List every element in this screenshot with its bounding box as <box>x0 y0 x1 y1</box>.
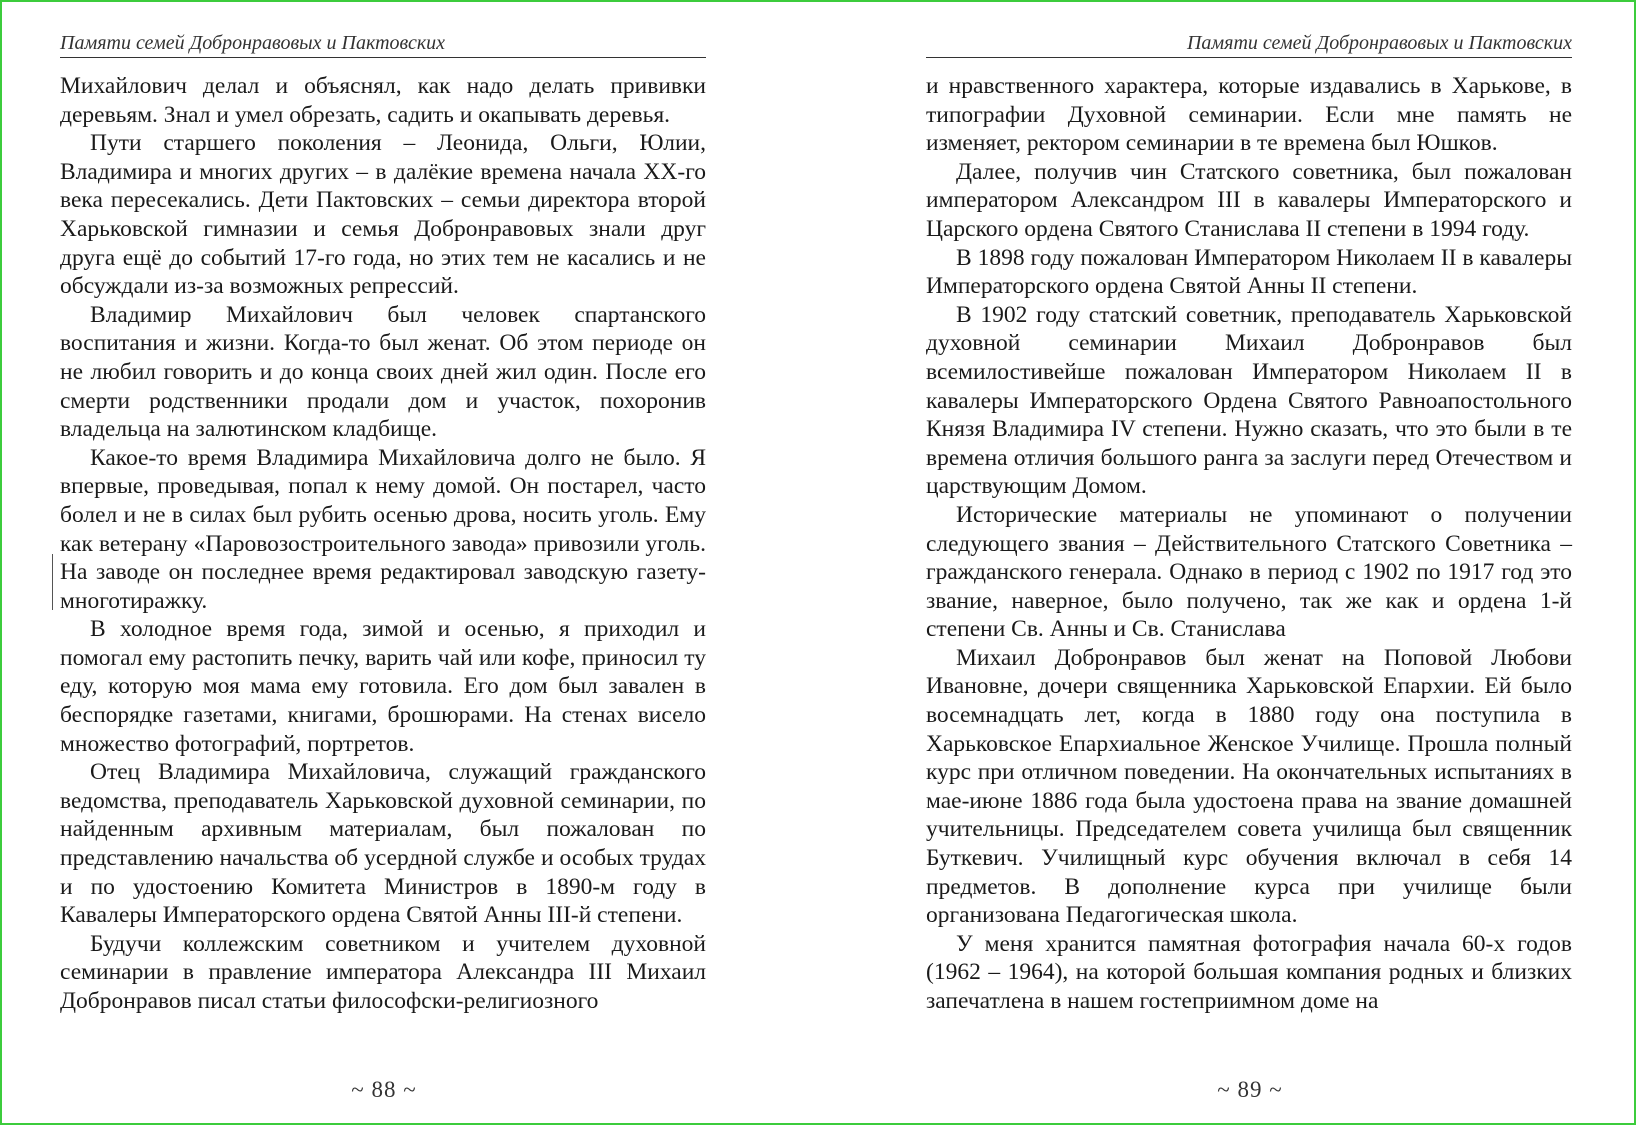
right-page <box>818 2 1634 1123</box>
left-page <box>2 2 818 1123</box>
paragraph: В 1898 году пожалован Императором Николаем II в кавалеры Императорского ордена Святой Анны II степени. <box>926 244 1572 300</box>
paragraph: Владимир Михайлович был человек спартанского воспитания и жизни. Когда-то был женат. Об этом периоде он не любил говорить и до конца своих дней жил один. После его смерти родственники продали дом и участок, похоронив владельца на залютинском кладбище. <box>60 301 706 443</box>
paragraph: Далее, получив чин Статского советника, был пожалован императором Александром III в кавалеры Императорского и Царского ордена Святого Станислава II степени в 1994 году. <box>926 158 1572 242</box>
paragraph: Пути старшего поколения – Леонида, Ольги, Юлии, Владимира и многих других – в далёкие времена начала XX-го века пересекались. Дети Пактовских – семьи директора второй Харьковской гимназии и семья Добронравовых знали друг друга ещё до событий 17-го года, но этих тем не касались и не обсуждали из-за возможных репрессий. <box>60 130 706 300</box>
paragraph: Михайлович делал и объяснял, как надо делать прививки деревьям. Знал и умел обрезать, садить и окапывать деревья. <box>60 73 706 128</box>
paragraph: Михаил Добронравов был женат на Поповой Любови Ивановне, дочери священника Харьковской Епархии. Ей было восемнадцать лет, когда в 1880 году она поступила в Харьковское Епархиальное Женское Училище. Прошла полный курс при отличном поведении. На окончательных испытаниях в мае-июне 1886 года была удостоена права на звание домашней учительницы. Председателем совета училища был священник Буткевич. Училищный курс обучения включал в себя 14 предметов. В дополнение курса при училище были организована Педагогическая школа. <box>926 644 1572 929</box>
running-head: Памяти семей Добронравовых и Пактовских <box>926 32 1572 58</box>
paragraph: В 1902 году статский советник, преподаватель Харьковской духовной семинарии Михаил Добронравов был всемилостивейше пожалован Императором Николаем II в кавалеры Императорского Ордена Святого Равноапостольного Князя Владимира IV степени. Нужно сказать, что это были в те времена отличия большого ранга за заслуги перед Отечеством и царствующим Домом. <box>926 301 1572 500</box>
page-number: ~ 89 ~ <box>1217 1077 1283 1102</box>
margin-mark <box>52 554 56 610</box>
paragraph: и нравственного характера, которые издавались в Харькове, в типографии Духовной семинарии. Если мне память не изменяет, ректором семинарии в те времена был Юшков. <box>926 73 1572 157</box>
running-head: Памяти семей Добронравовых и Пактовских <box>60 32 706 58</box>
page-text <box>926 72 1572 1016</box>
page-text <box>60 72 706 1016</box>
paragraph: У меня хранится памятная фотография начала 60-х годов (1962 – 1964), на которой большая компания родных и близких запечатлена в нашем гостеприимном доме на <box>926 930 1572 1014</box>
paragraph: Будучи коллежским советником и учителем духовной семинарии в правление императора Александра III Михаил Добронравов писал статьи философски-религиозного <box>60 930 706 1014</box>
paragraph: Исторические материалы не упоминают о получении следующего звания – Действительного Статского Советника – гражданского генерала. Однако в период с 1902 по 1917 год это звание, наверное, было получено, так же как и ордена 1-й степени Св. Анны и Св. Станислава <box>926 501 1572 643</box>
paragraph: Какое-то время Владимира Михайловича долго не было. Я впервые, проведывая, попал к нему домой. Он постарел, часто болел и не в силах был рубить осенью дрова, носить уголь. Ему как ветерану «Паровозостроительного завода» привозили уголь. На заводе он последнее время редактировал заводскую газету-многотиражку. <box>60 444 706 614</box>
paragraph: Отец Владимира Михайловича, служащий гражданского ведомства, преподаватель Харьковской духовной семинарии, по найденным архивным материалам, был пожалован по представлению начальства об усердной службе и особых трудах и по удостоению Комитета Министров в 1890-м году в Кавалеры Императорского ордена Святой Анны III-й степени. <box>60 759 706 929</box>
page-number: ~ 88 ~ <box>351 1077 417 1102</box>
paragraph: В холодное время года, зимой и осенью, я приходил и помогал ему растопить печку, варить чай или кофе, приносил ту еду, которую моя мама ему готовила. Его дом был завален в беспорядке газетами, книгами, брошюрами. На стенах висело множество фотографий, портретов. <box>60 616 706 757</box>
